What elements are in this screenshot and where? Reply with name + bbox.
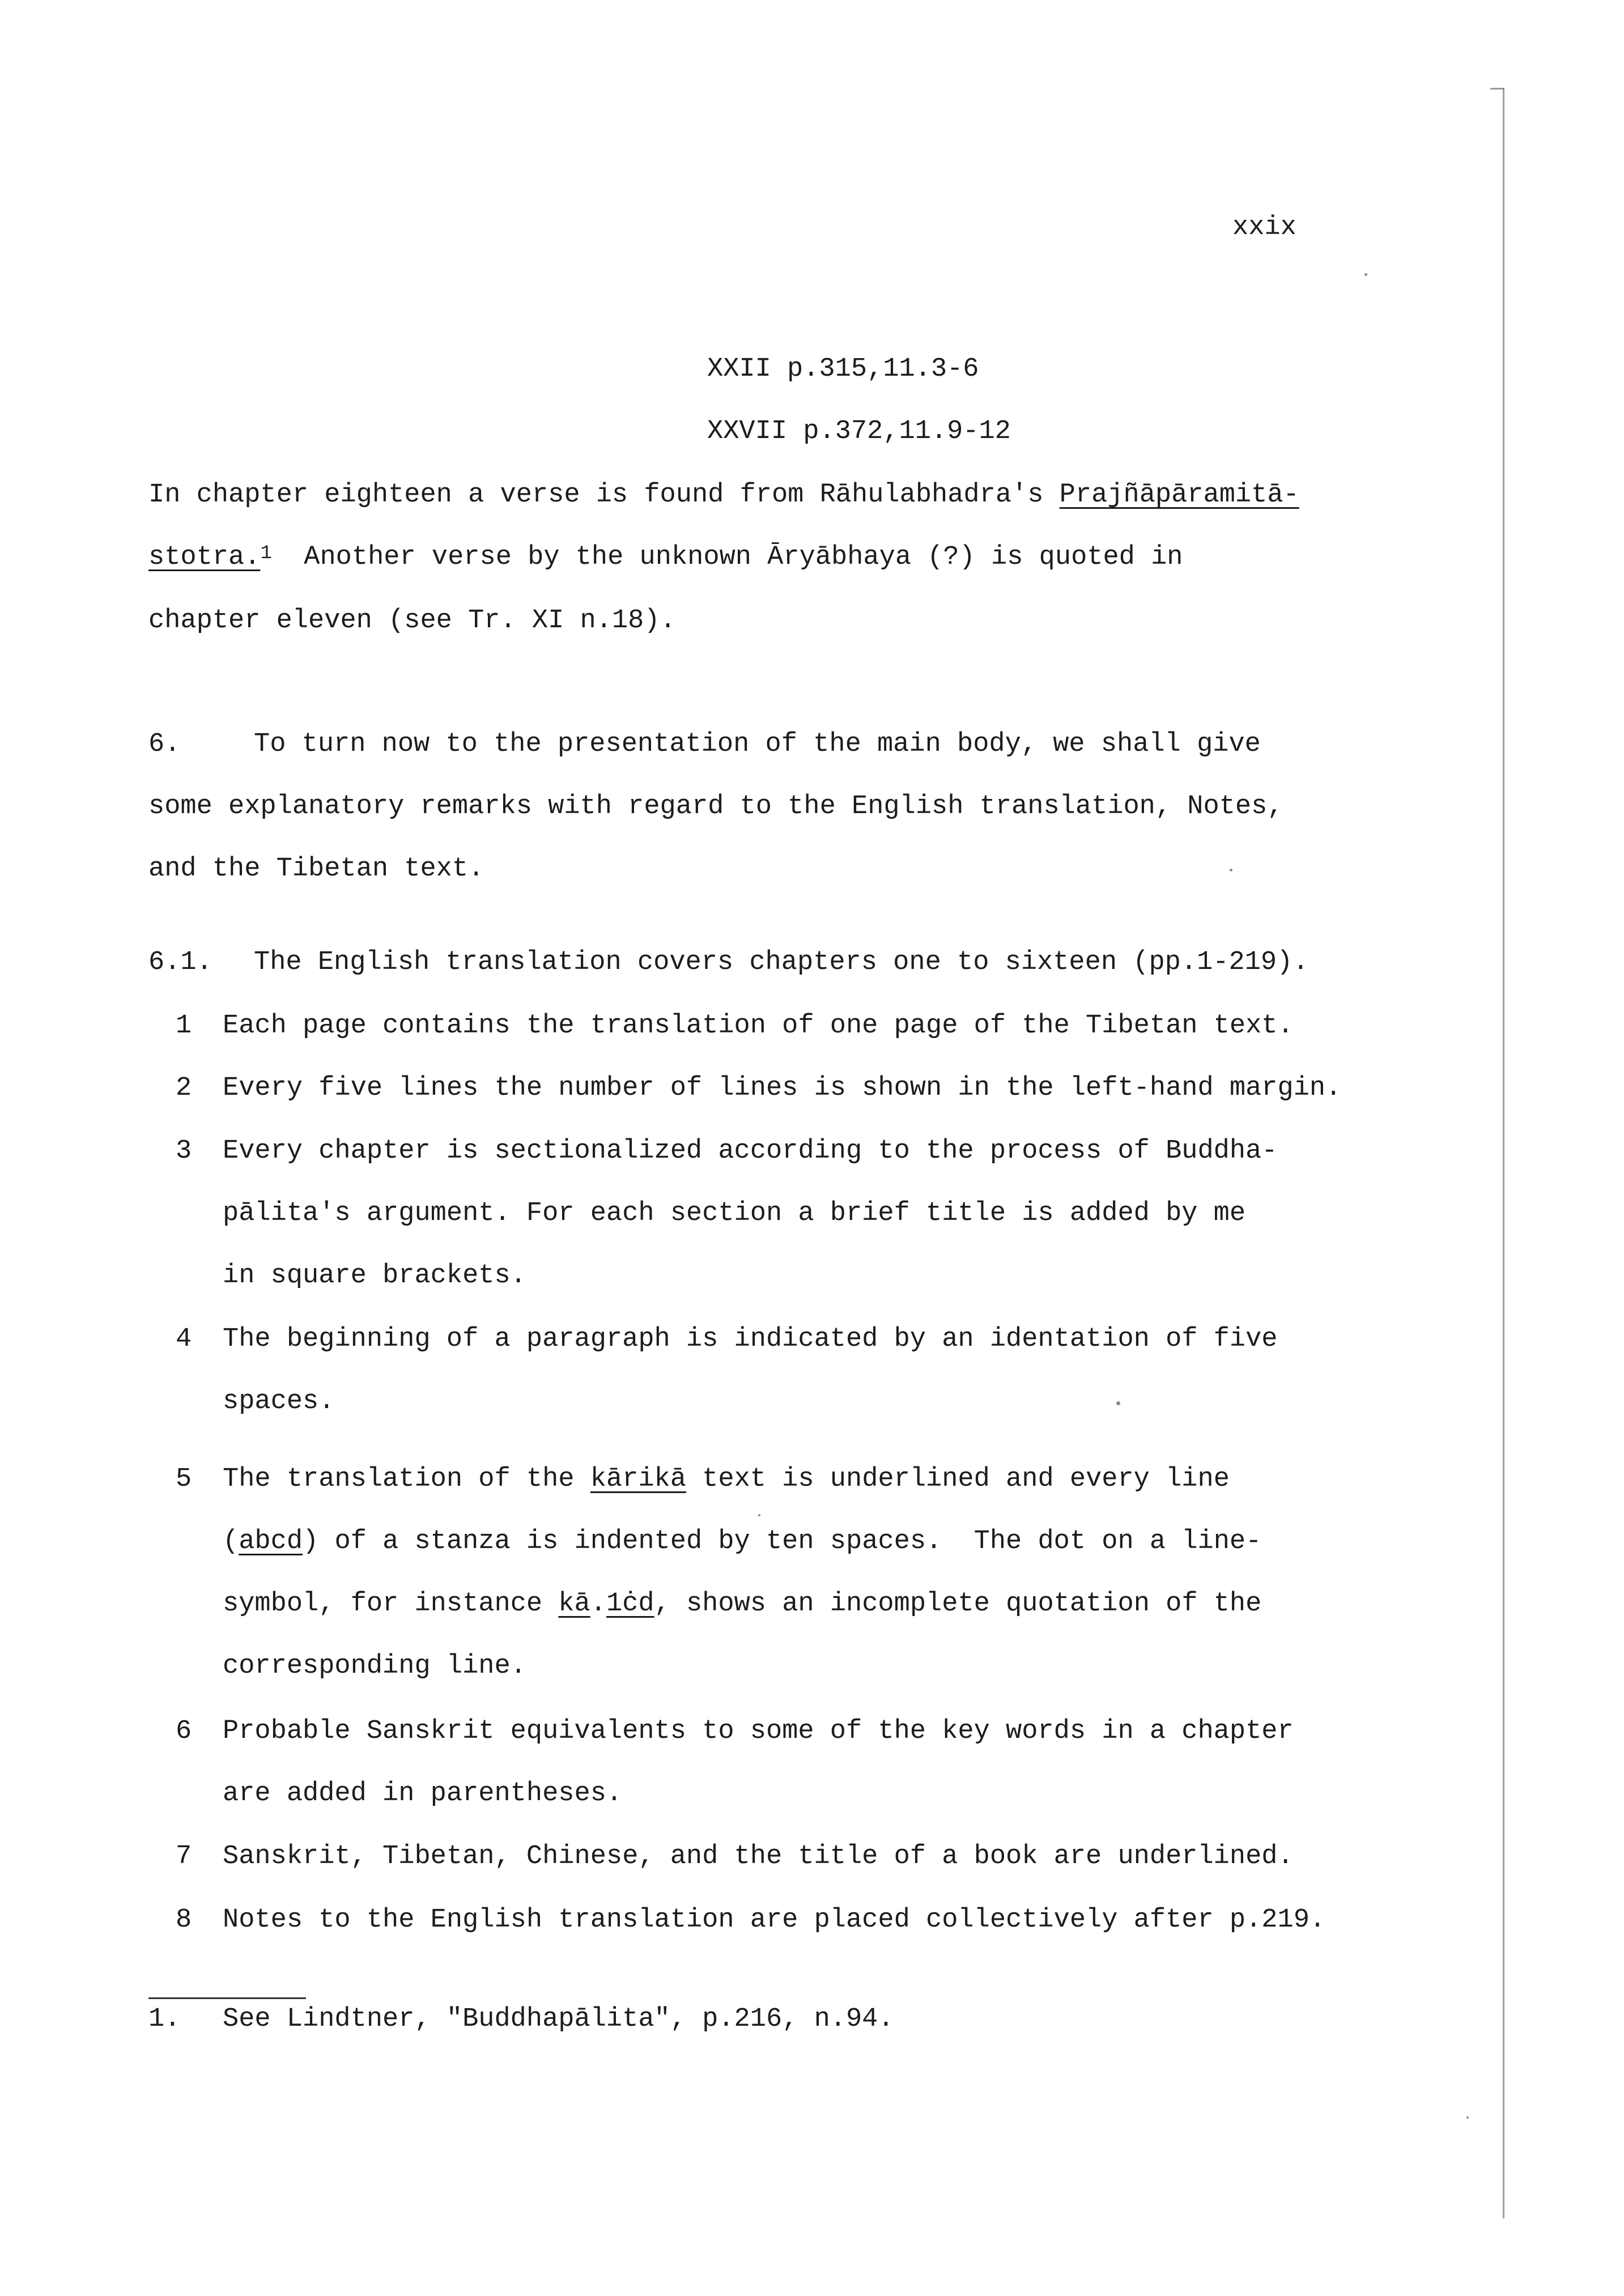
list-item-text: in square brackets. [223,1261,526,1291]
list-item-text: (abcd) of a stanza is indented by ten spaces. The dot on a line- [223,1527,1262,1557]
list-item-text: symbol, for instance kā.1ċd, shows an incomplete quotation of the [223,1589,1262,1619]
scan-speck [1466,2116,1469,2119]
page-number: xxix [1232,212,1296,243]
scan-speck [1230,869,1232,871]
section-6-line-3: and the Tibetan text. [148,854,484,884]
footnote-separator [148,1997,306,1999]
line-symbol-underlined-2: 1ċd [606,1589,654,1619]
list-item-text: Every chapter is sectionalized according to the process of Buddha- [223,1136,1278,1166]
list-item-text: Sanskrit, Tibetan, Chinese, and the title of a book are underlined. [223,1842,1294,1872]
list-item-text: are added in parentheses. [223,1779,623,1809]
list-item-number: 6 [176,1716,192,1746]
footnote-marker: 1 [260,543,272,564]
list-item-text: Probable Sanskrit equivalents to some of the key words in a chapter [223,1716,1294,1746]
quote-line-1: In chapter eighteen a verse is found from Rāhulabhadra's [148,480,1060,510]
section-6-number: 6. [148,729,181,759]
list-item-number: 2 [176,1073,192,1103]
reference-line-2: XXVII p.372,11.9-12 [707,416,1011,447]
footnote-number: 1. [148,2004,181,2034]
footnote-text: See Lindtner, "Buddhapālita", p.216, n.94. [223,2004,894,2034]
scan-speck [1116,1401,1120,1405]
section-6-1-number: 6.1. [148,947,212,977]
list-item-text: Each page contains the translation of one page of the Tibetan text. [223,1011,1294,1041]
line-symbol-underlined: kā [558,1589,590,1619]
list-item-number: 3 [176,1136,192,1166]
scan-speck [758,1514,760,1516]
list-item-number: 7 [176,1842,192,1872]
list-item-text: pālita's argument. For each section a brief title is added by me [223,1198,1246,1228]
karika-underlined: kārikā [590,1464,686,1494]
scan-edge-line [1503,88,1504,2218]
book-title-underlined: Prajñāpāramitā- [1059,480,1299,510]
section-6-line-1: To turn now to the presentation of the main body, we shall give [254,729,1261,759]
list-item-number: 1 [176,1011,192,1041]
section-6-line-2: some explanatory remarks with regard to the English translation, Notes, [148,792,1283,822]
reference-line-1: XXII p.315,11.3-6 [707,354,979,384]
list-item-text: spaces. [223,1387,335,1417]
list-item-number: 8 [176,1905,192,1935]
quote-line-2: Another verse by the unknown Āryābhaya (?) is quoted in [271,542,1183,572]
list-item-text: Notes to the English translation are placed collectively after p.219. [223,1905,1326,1935]
section-6-1-text: The English translation covers chapters one to sixteen (pp.1-219). [254,947,1309,977]
scan-edge-tick [1490,88,1504,90]
quote-line-3: chapter eleven (see Tr. XI n.18). [148,606,676,636]
scan-speck [1364,273,1367,276]
list-item-text: The translation of the kārikā text is underlined and every line [223,1464,1230,1494]
list-item-number: 4 [176,1324,192,1354]
list-item-text: corresponding line. [223,1651,526,1681]
list-item-text: The beginning of a paragraph is indicated by an identation of five [223,1324,1278,1354]
book-title-underlined-cont: stotra. [148,542,261,572]
list-item-number: 5 [176,1464,192,1494]
abcd-underlined: abcd [239,1527,303,1557]
list-item-text: Every five lines the number of lines is shown in the left-hand margin. [223,1073,1342,1103]
